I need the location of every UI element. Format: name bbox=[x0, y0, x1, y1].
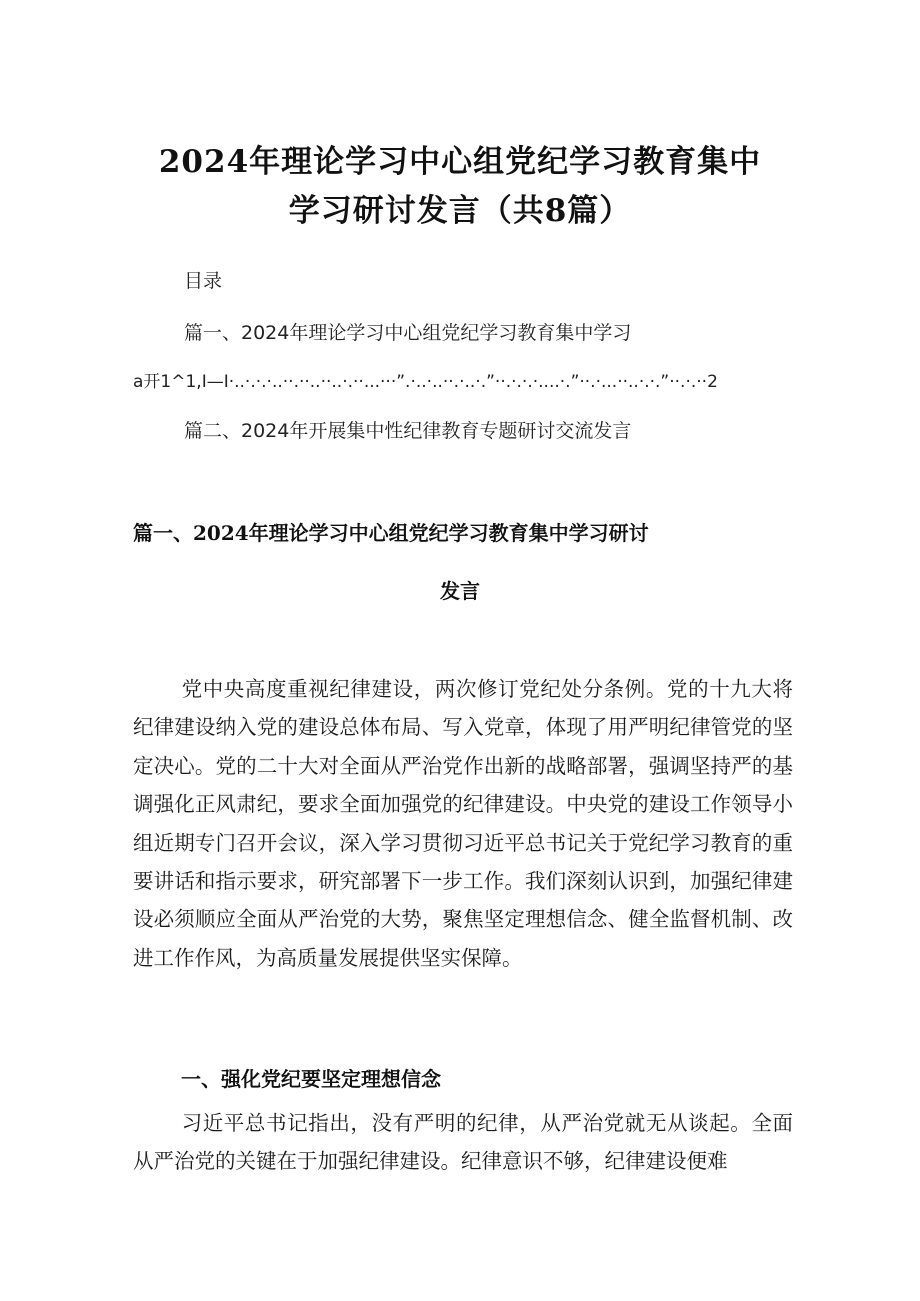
toc-heading: 目录 bbox=[184, 270, 223, 292]
section-title-line-2: 发言 bbox=[440, 579, 480, 603]
paragraph-1 bbox=[133, 670, 793, 977]
paragraph-2-text: 习近平总书记指出，没有严明的纪律，从严治党就无从谈起。全面从严治党的关键在于加强纪律建设。纪律意识不够，纪律建设便难 bbox=[133, 1111, 793, 1174]
section-title-line-1: 篇一、2024年理论学习中心组党纪学习教育集中学习研讨 bbox=[133, 521, 649, 545]
subheading-1: 一、强化党纪要坚定理想信念 bbox=[181, 1067, 441, 1091]
toc-item-1[interactable]: 篇一、2024年理论学习中心组党纪学习教育集中学习 bbox=[184, 322, 632, 344]
paragraph-2 bbox=[133, 1104, 793, 1181]
toc-item-1-leader[interactable]: a开1^1,I—I·..·.·.·..··.··..··..·.··...···”.·..·..··.·..·.”··.·.·.·....·.”··.·...··..·.·.”··.·.··2 bbox=[133, 372, 718, 392]
document-title-line-1: 2024年理论学习中心组党纪学习教育集中 bbox=[158, 144, 762, 180]
paragraph-1-text: 党中央高度重视纪律建设，两次修订党纪处分条例。党的十九大将纪律建设纳入党的建设总体布局、写入党章，体现了用严明纪律管党的坚定决心。党的二十大对全面从严治党作出新的战略部署，强调坚持严的基调强化正风肃纪，要求全面加强党的纪律建设。中央党的建设工作领导小组近期专门召开会议，深入学习贯彻习近平总书记关于党纪学习教育的重要讲话和指示要求，研究部署下一步工作。我们深刻认识到，加强纪律建设必须顺应全面从严治党的大势，聚焦坚定理想信念、健全监督机制、改进工作作风，为高质量发展提供坚实保障。 bbox=[133, 677, 793, 970]
document-title-line-2: 学习研讨发言（共8篇） bbox=[288, 193, 632, 229]
toc-item-2[interactable]: 篇二、2024年开展集中性纪律教育专题研讨交流发言 bbox=[184, 420, 632, 442]
